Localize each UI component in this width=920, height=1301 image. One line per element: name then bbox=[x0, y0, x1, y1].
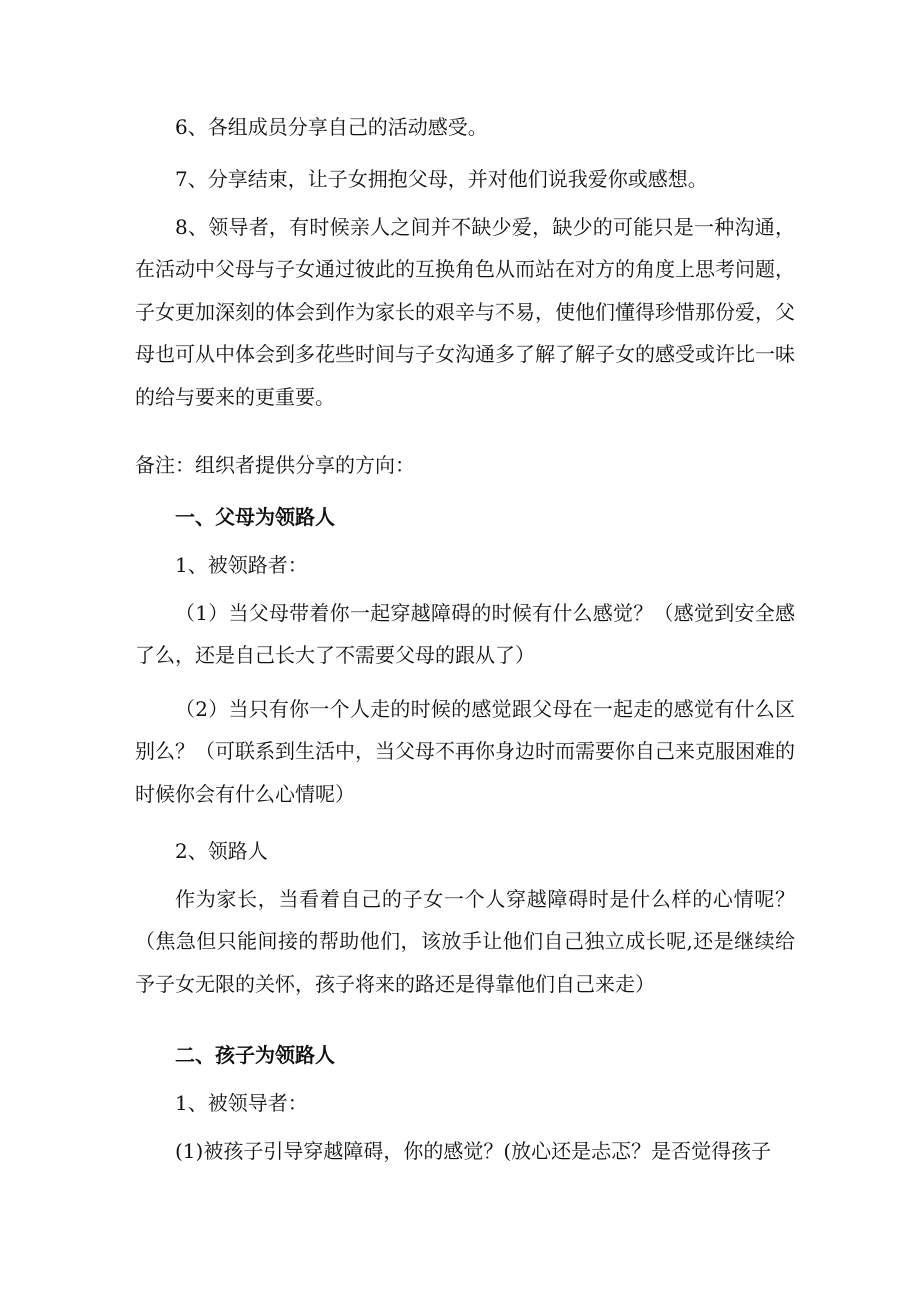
section-heading-parents: 一、父母为领路人 bbox=[175, 505, 335, 529]
question-item-child-1: (1)被孩子引导穿越障碍，你的感觉？(放心还是忐忑？是否觉得孩子 bbox=[175, 1139, 772, 1163]
question-item-1: （1）当父母带着你一起穿越障碍的时候有什么感觉？（感觉到安全感了么，还是自己长大了不需要父母的跟从了） bbox=[135, 601, 795, 668]
paragraph-note: 备注：组织者提供分享的方向： bbox=[135, 453, 415, 477]
paragraph-parent-feeling: 作为家长，当看着自己的子女一个人穿越障碍时是什么样的心情呢？（焦急但只能间接的帮助他们，该放手让他们自己独立成长呢,还是继续给予子女无限的关怀，孩子将来的路还是得靠他们自己来走） bbox=[135, 887, 795, 996]
paragraph-item-7: 7、分享结束，让子女拥抱父母，并对他们说我爱你或感想。 bbox=[175, 167, 708, 191]
paragraph-item-6: 6、各组成员分享自己的活动感受。 bbox=[175, 115, 488, 139]
paragraph-item-8: 8、领导者，有时候亲人之间并不缺少爱，缺少的可能只是一种沟通，在活动中父母与子女通过彼此的互换角色从而站在对方的角度上思考问题，子女更加深刻的体会到作为家长的艰辛与不易，使他们懂得珍惜那份爱，父母也可从中体会到多花些时间与子女沟通多了解了解子女的感受或许比一味的给与要来的更重要。 bbox=[135, 215, 795, 409]
subheading-led-by-child: 1、被领导者： bbox=[175, 1091, 308, 1115]
subheading-led-person: 1、被领路者： bbox=[175, 553, 308, 577]
question-item-2: （2）当只有你一个人走的时候的感觉跟父母在一起走的感觉有什么区别么？（可联系到生活中，当父母不再你身边时而需要你自己来克服困难的时候你会有什么心情呢） bbox=[135, 697, 795, 806]
subheading-leader: 2、领路人 bbox=[175, 839, 268, 863]
section-heading-children: 二、孩子为领路人 bbox=[175, 1043, 335, 1067]
